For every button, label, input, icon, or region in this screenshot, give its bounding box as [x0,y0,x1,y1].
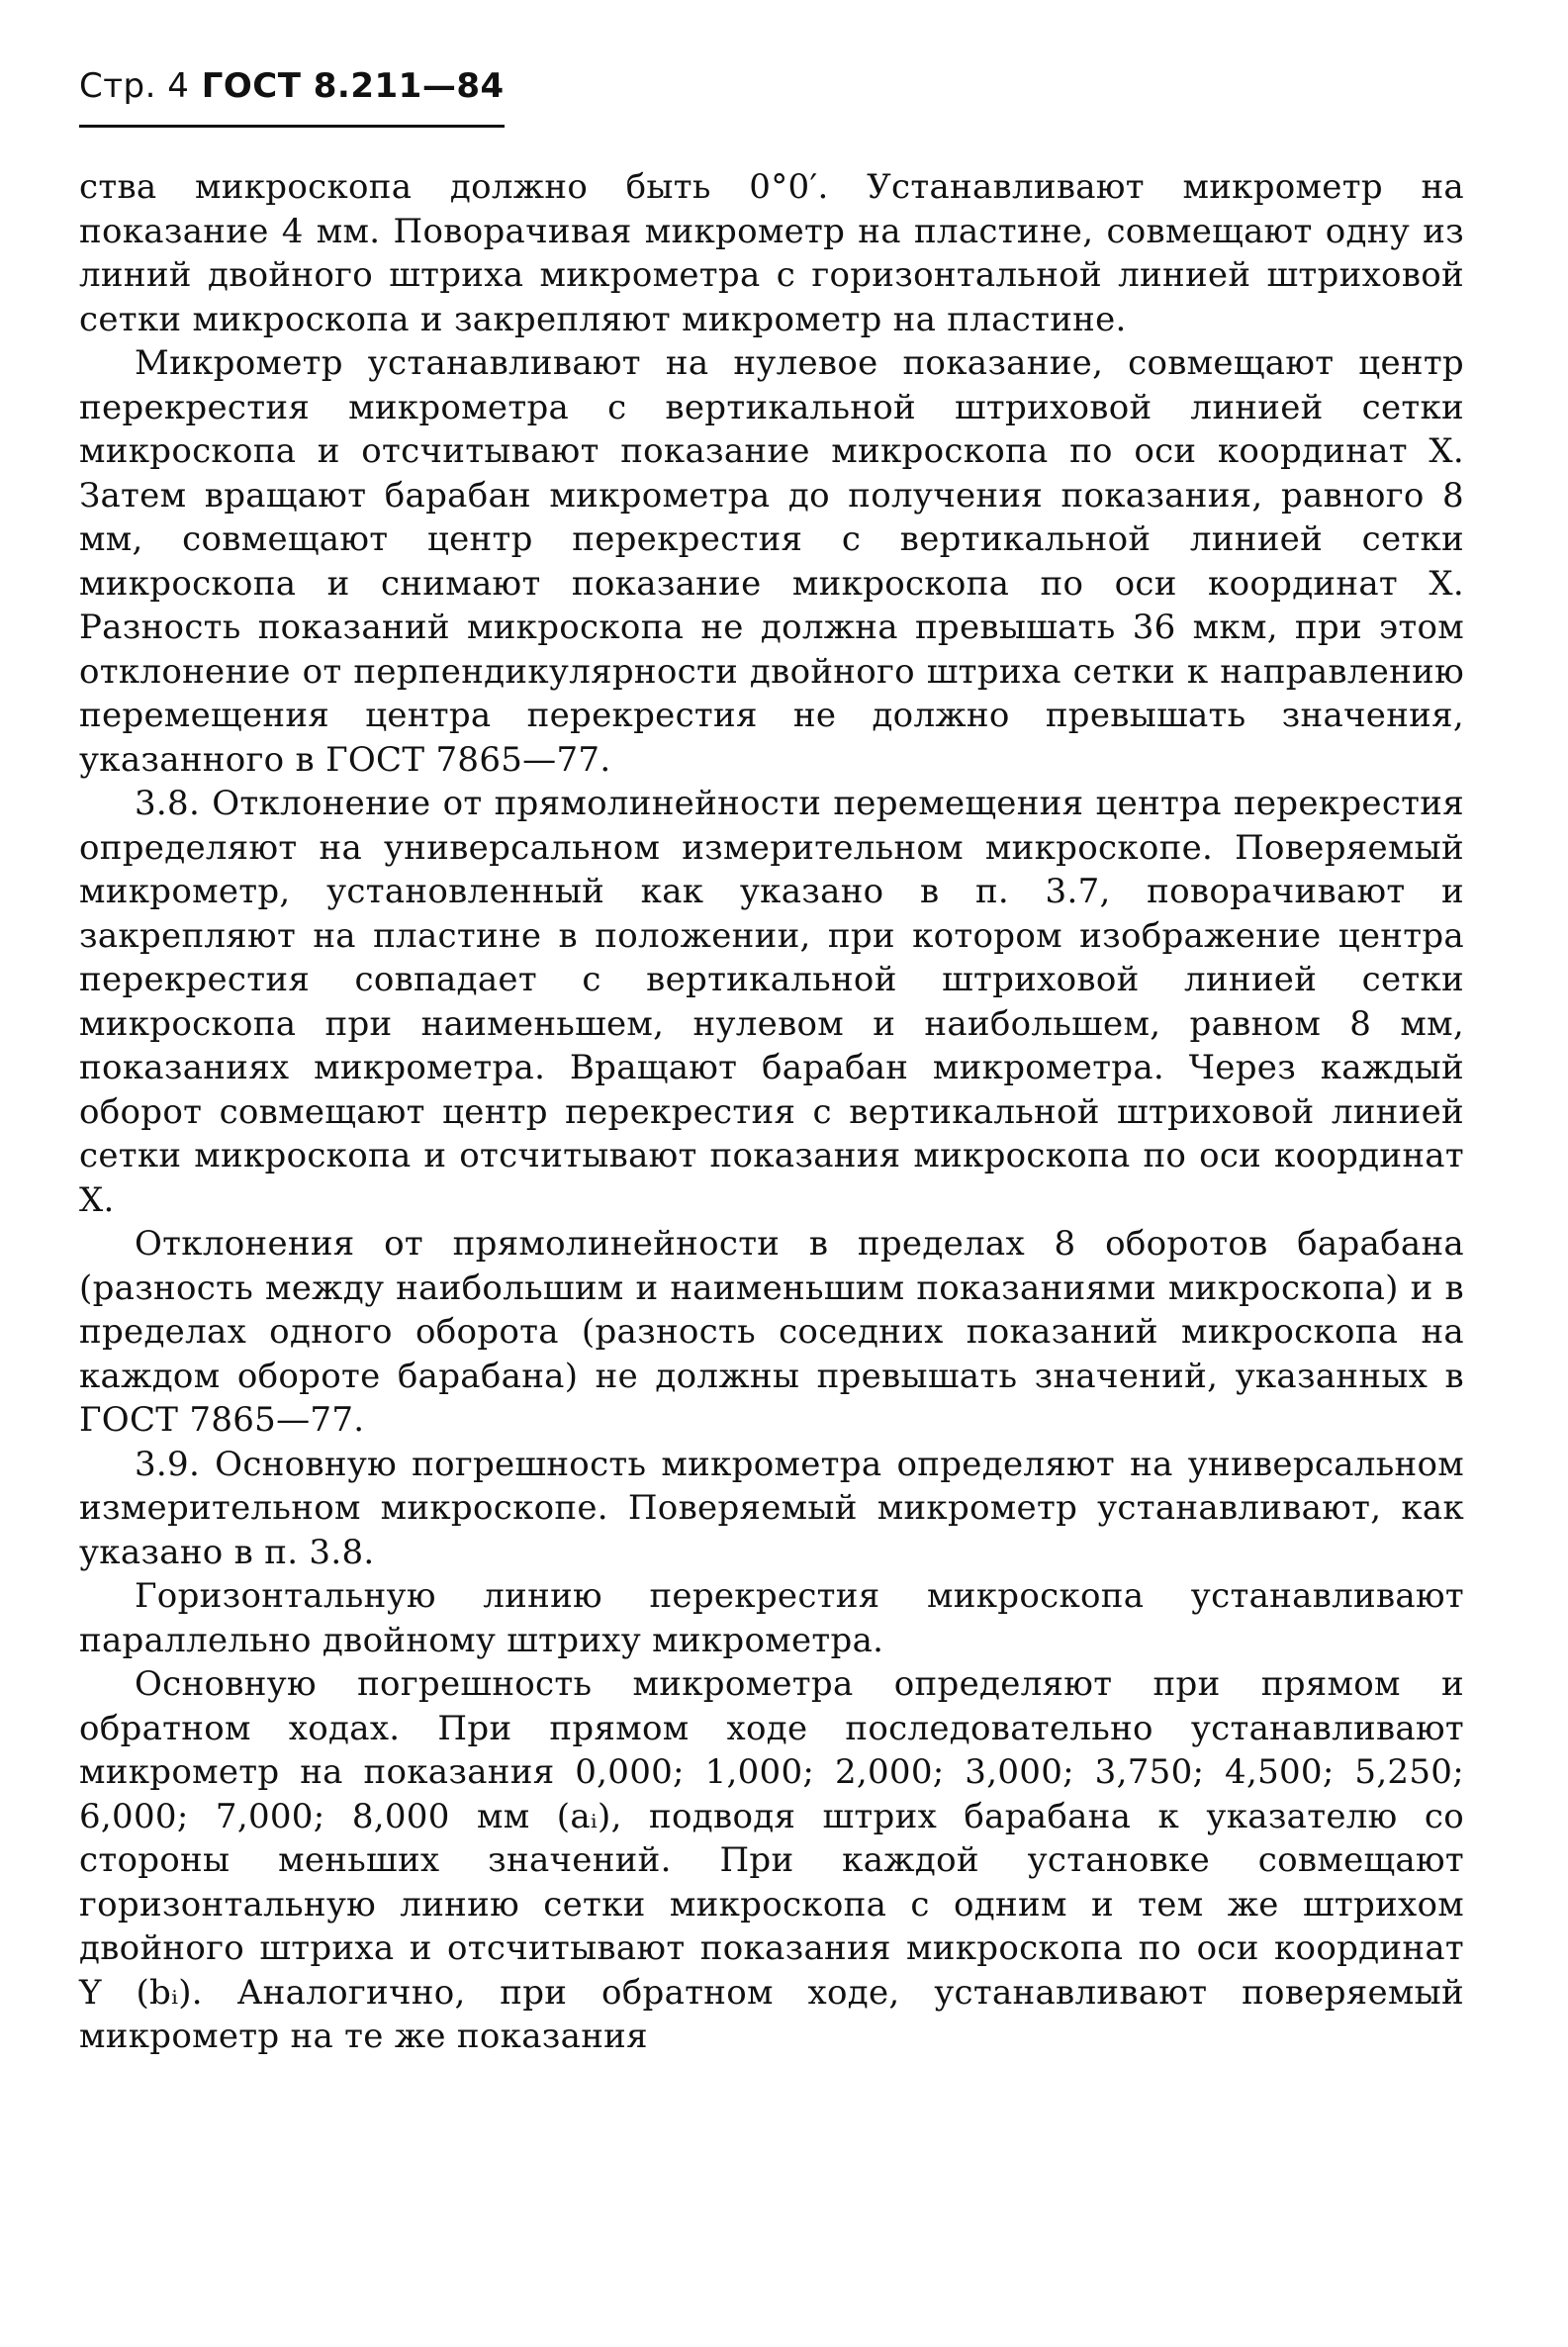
paragraph-3-9: 3.9. Основную погрешность микрометра определяют на универсальном измерительном микроскопе. Поверяемый микрометр устанавливают, как указано в п. 3.8. [79,1444,1464,1572]
paragraph-continuation: ства микроскопа должно быть 0°0′. Устанавливают микрометр на показание 4 мм. Поворачивая микрометр на пластине, совмещают одну из линий двойного штриха микрометра с горизонтальной линией штриховой сетки микроскопа и закрепляют микрометр на пластине. [79,167,1464,339]
page-header [79,66,1464,113]
header-rule [79,125,505,128]
paragraph: Отклонения от прямолинейности в пределах 8 оборотов барабана (разность между наибольшим и наименьшим показаниями микроскопа) и в пределах одного оборота (разность соседних показаний микроскопа на каждом обороте барабана) не должны превышать значений, указанных в ГОСТ 7865—77. [79,1224,1464,1440]
paragraph: Основную погрешность микрометра определяют при прямом и обратном ходах. При прямом ходе последовательно устанавливают микрометр на показания 0,000; 1,000; 2,000; 3,000; 3,750; 4,500; 5,250; 6,000; 7,000; 8,000 мм (aᵢ), подводя штрих барабана к указателю со стороны меньших значений. При каждой установке совмещают горизонтальную линию сетки микроскопа с одним и тем же штрихом двойного штриха и отсчитывают показания микроскопа по оси координат Y (bᵢ). Аналогично, при обратном ходе, устанавливают поверяемый микрометр на те же показания [79,1664,1464,2056]
page-number: Стр. 4 [79,66,190,106]
document-page [79,66,1464,2059]
paragraph-3-8: 3.8. Отклонение от прямолинейности перемещения центра перекрестия определяют на универсальном измерительном микроскопе. Поверяемый микрометр, установленный как указано в п. 3.7, поворачивают и закрепляют на пластине в положении, при котором изображение центра перекрестия совпадает с вертикальной штриховой линией сетки микроскопа при наименьшем, нулевом и наибольшем, равном 8 мм, показаниях микрометра. Вращают барабан микрометра. Через каждый оборот совмещают центр перекрестия с вертикальной штриховой линией сетки микроскопа и отсчитывают показания микроскопа по оси координат X. [79,784,1464,1220]
body-text [79,165,1464,2059]
paragraph: Горизонтальную линию перекрестия микроскопа устанавливают параллельно двойному штриху микрометра. [79,1576,1464,1660]
paragraph: Микрометр устанавливают на нулевое показание, совмещают центр перекрестия микрометра с вертикальной штриховой линией сетки микроскопа и отсчитывают показание микроскопа по оси координат X. Затем вращают барабан микрометра до получения показания, равного 8 мм, совмещают центр перекрестия с вертикальной линией сетки микроскопа и снимают показание микроскопа по оси координат X. Разность показаний микроскопа не должна превышать 36 мкм, при этом отклонение от перпендикулярности двойного штриха сетки к направлению перемещения центра перекрестия не должно превышать значения, указанного в ГОСТ 7865—77. [79,343,1464,780]
standard-code: ГОСТ 8.211—84 [201,66,505,106]
